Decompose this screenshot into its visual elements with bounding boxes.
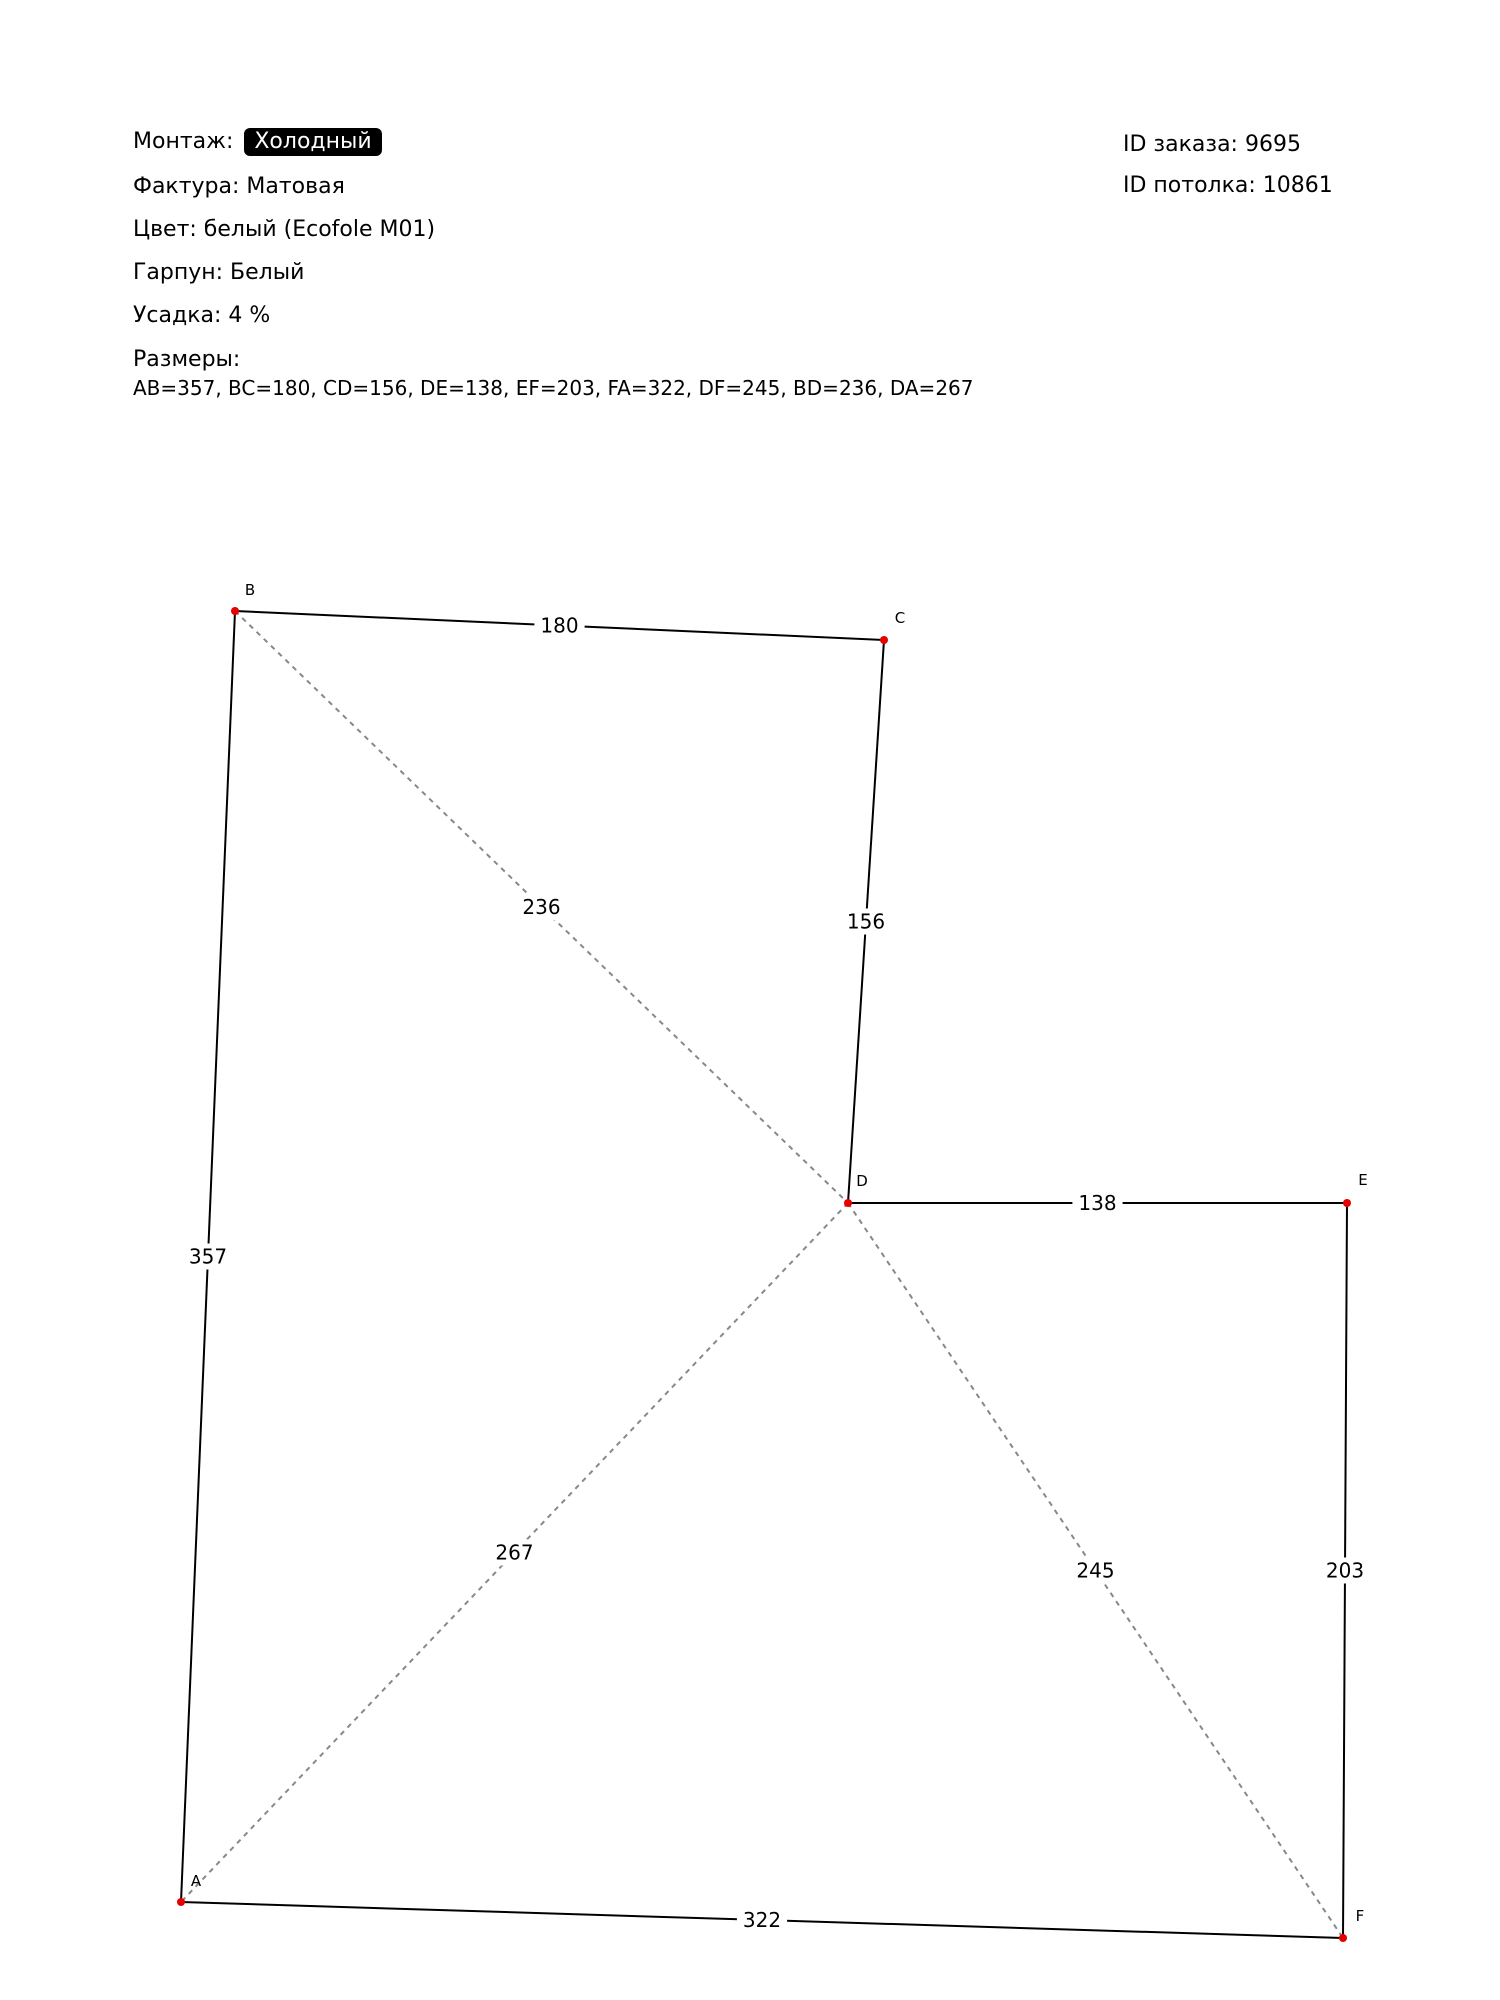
sizes-values: AB=357, BC=180, CD=156, DE=138, EF=203, FA=322, DF=245, BD=236, DA=267 <box>133 376 974 400</box>
edge-length-BC: 180 <box>540 613 579 638</box>
edge-length-AB: 357 <box>188 1244 228 1269</box>
vertex-point-E <box>1343 1199 1351 1207</box>
shrink-line: Усадка: 4 % <box>133 303 271 328</box>
edge-length-DA: 267 <box>495 1540 534 1565</box>
edge-length-EF: 203 <box>1325 1558 1365 1583</box>
vertex-point-F <box>1339 1934 1347 1942</box>
edge-labels-group <box>183 613 1370 1934</box>
edge-length-DF: 245 <box>1076 1558 1115 1583</box>
mount-badge: Холодный <box>244 128 381 156</box>
vertex-point-B <box>231 607 239 615</box>
vertex-point-D <box>844 1199 852 1207</box>
edge-length-FA: 322 <box>742 1908 782 1932</box>
vertex-label-E: E <box>1358 1171 1368 1189</box>
vertex-point-C <box>880 636 888 644</box>
color-line: Цвет: белый (Ecofole M01) <box>133 217 436 242</box>
order-id: ID заказа: 9695 <box>1123 132 1301 157</box>
vertex-label-A: A <box>190 1872 202 1890</box>
mount-label: Монтаж: <box>133 129 234 154</box>
vertex-label-C: C <box>894 609 906 627</box>
vertex-label-B: B <box>244 581 256 599</box>
vertex-point-A <box>177 1898 185 1906</box>
edge-length-BD: 236 <box>522 895 561 919</box>
sizes-label: Размеры: <box>133 347 241 372</box>
edge-length-DE: 138 <box>1078 1191 1117 1215</box>
edge-length-CD: 156 <box>846 909 886 934</box>
vertex-label-F: F <box>1355 1907 1365 1925</box>
texture-line: Фактура: Матовая <box>133 174 345 199</box>
vertices-group <box>177 581 1368 1942</box>
harpoon-line: Гарпун: Белый <box>133 260 305 285</box>
edges-group <box>181 611 1347 1938</box>
ceiling-id: ID потолка: 10861 <box>1123 173 1333 198</box>
vertex-label-D: D <box>856 1172 868 1190</box>
